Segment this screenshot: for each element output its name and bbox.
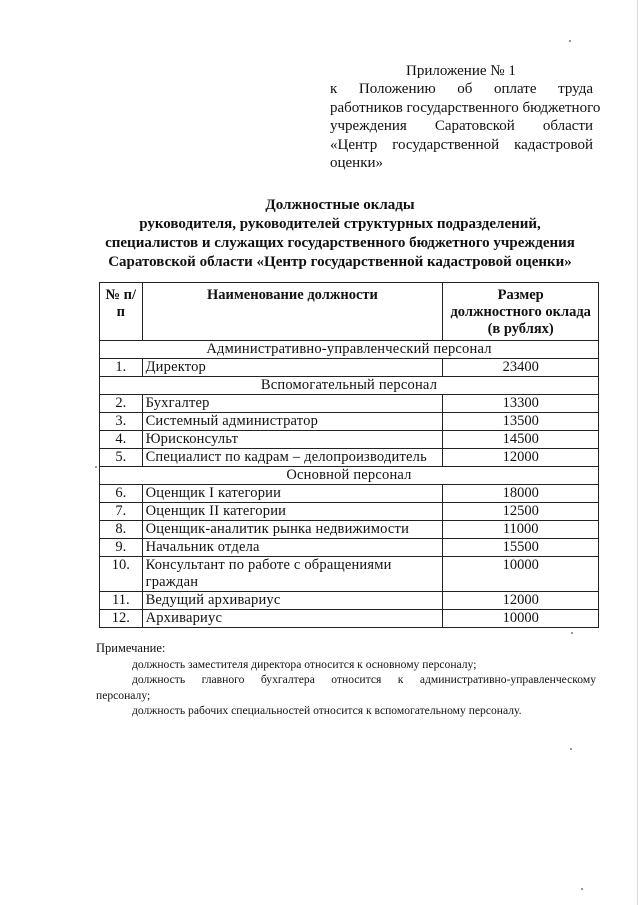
annex-line: «Центр государственной кадастровой xyxy=(330,136,593,153)
row-number: 2. xyxy=(100,395,143,413)
table-section-row xyxy=(100,377,599,395)
row-number: 9. xyxy=(100,539,143,557)
note-item-continuation: персоналу; xyxy=(96,688,151,702)
scan-speck xyxy=(95,466,97,468)
table-row xyxy=(100,539,599,557)
row-number: 3. xyxy=(100,413,143,431)
scan-edge xyxy=(637,0,638,905)
row-salary: 13500 xyxy=(443,413,599,431)
table-row xyxy=(100,359,599,377)
row-number: 12. xyxy=(100,610,143,628)
title-line: Должностные оклады xyxy=(265,197,415,213)
header-salary xyxy=(443,283,599,341)
scan-speck xyxy=(569,40,571,42)
row-number: 4. xyxy=(100,431,143,449)
header-position: Наименование должности xyxy=(142,283,443,341)
row-position: Оценщик I категории xyxy=(142,485,443,503)
row-position: Юрисконсульт xyxy=(142,431,443,449)
table-row xyxy=(100,610,599,628)
header-salary-line: должностного оклада xyxy=(450,304,591,320)
row-number: 10. xyxy=(100,557,143,592)
row-salary: 13300 xyxy=(443,395,599,413)
header-salary-line: (в рублях) xyxy=(487,321,554,337)
table-header-row xyxy=(100,283,599,341)
row-position: Начальник отдела xyxy=(142,539,443,557)
annex-line: учреждения Саратовской области xyxy=(330,118,593,134)
table-row xyxy=(100,557,599,592)
row-number: 5. xyxy=(100,449,143,467)
row-salary: 23400 xyxy=(443,359,599,377)
annex-line: работников государственного бюджетного xyxy=(330,99,601,116)
annex-reference xyxy=(330,80,601,173)
section-title: Основной персонал xyxy=(100,467,599,485)
annex-line: к Положению об оплате труда xyxy=(330,81,593,97)
title-line: руководителя, руководителей структурных подразделений, xyxy=(139,216,541,232)
annex-line: оценки» xyxy=(330,155,384,171)
row-position: Директор xyxy=(142,359,443,377)
row-salary: 14500 xyxy=(443,431,599,449)
row-salary: 10000 xyxy=(443,557,599,592)
row-salary: 12000 xyxy=(443,449,599,467)
note-item: должность главного бухгалтера относится к административно-управленческому xyxy=(132,673,596,686)
row-salary: 18000 xyxy=(443,485,599,503)
table-row xyxy=(100,485,599,503)
notes-block xyxy=(96,641,596,719)
document-title xyxy=(60,196,620,272)
row-number: 1. xyxy=(100,359,143,377)
row-position: Специалист по кадрам – делопроизводитель xyxy=(142,449,443,467)
row-salary: 15500 xyxy=(443,539,599,557)
row-number: 11. xyxy=(100,592,143,610)
note-item: должность рабочих специальностей относится к вспомогательному персоналу. xyxy=(132,704,522,717)
header-number: № п/п xyxy=(100,283,143,341)
row-position: Оценщик-аналитик рынка недвижимости xyxy=(142,521,443,539)
row-number: 6. xyxy=(100,485,143,503)
table-section-row xyxy=(100,467,599,485)
scan-speck xyxy=(581,888,583,890)
salary-table xyxy=(99,282,599,628)
annex-title: Приложение № 1 xyxy=(406,63,516,79)
row-salary: 10000 xyxy=(443,610,599,628)
row-position: Консультант по работе с обращениями граждан xyxy=(142,557,443,592)
row-salary: 12000 xyxy=(443,592,599,610)
table-row xyxy=(100,503,599,521)
row-salary: 12500 xyxy=(443,503,599,521)
row-position: Бухгалтер xyxy=(142,395,443,413)
section-title: Вспомогательный персонал xyxy=(100,377,599,395)
notes-title: Примечание: xyxy=(96,641,166,655)
note-item: должность заместителя директора относится к основному персоналу; xyxy=(132,657,477,671)
row-salary: 11000 xyxy=(443,521,599,539)
header-salary-line: Размер xyxy=(497,287,544,303)
row-position: Ведущий архивариус xyxy=(142,592,443,610)
row-position: Оценщик II категории xyxy=(142,503,443,521)
table-row xyxy=(100,521,599,539)
row-position: Системный администратор xyxy=(142,413,443,431)
table-row xyxy=(100,413,599,431)
row-number: 7. xyxy=(100,503,143,521)
title-line: специалистов и служащих государственного бюджетного учреждения xyxy=(105,235,575,251)
table-row xyxy=(100,395,599,413)
table-row xyxy=(100,592,599,610)
scan-speck xyxy=(570,748,572,750)
row-number: 8. xyxy=(100,521,143,539)
row-position: Архивариус xyxy=(142,610,443,628)
table-row xyxy=(100,431,599,449)
scan-speck xyxy=(571,632,573,634)
table-section-row xyxy=(100,341,599,359)
table-body xyxy=(100,341,599,628)
title-line: Саратовской области «Центр государственной кадастровой оценки» xyxy=(108,254,572,270)
table-row xyxy=(100,449,599,467)
section-title: Административно-управленческий персонал xyxy=(100,341,599,359)
